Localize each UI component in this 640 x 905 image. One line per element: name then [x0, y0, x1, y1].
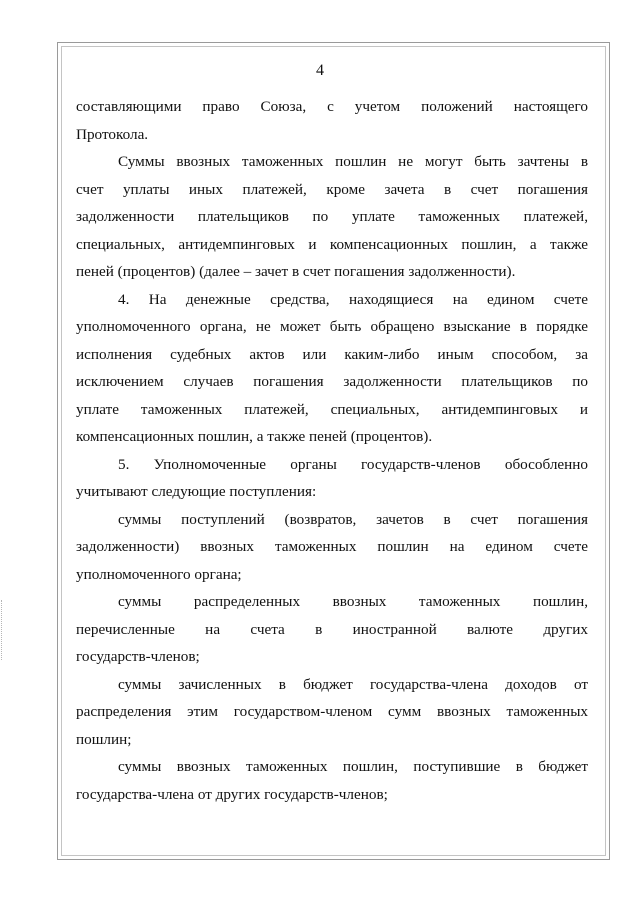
- text-line: пошлин;: [76, 730, 132, 748]
- text-line: исключением случаев погашения задолженности плательщиков по: [76, 373, 588, 390]
- text-line: 4. На денежные средства, находящиеся на едином счете: [118, 290, 588, 308]
- text-line: уплате таможенных платежей, специальных, антидемпинговых и: [76, 400, 588, 418]
- margin-mark: [1, 600, 6, 660]
- text-line: суммы зачисленных в бюджет государства-члена доходов от: [118, 675, 588, 693]
- text-line: суммы поступлений (возвратов, зачетов в счет погашения: [118, 510, 588, 528]
- text-line: задолженности) ввозных таможенных пошлин на едином счете: [76, 538, 588, 555]
- text-line: перечисленные на счета в иностранной валюте других: [76, 620, 588, 638]
- text-line: государств-членов;: [76, 648, 200, 665]
- text-line: учитывают следующие поступления:: [76, 483, 317, 500]
- text-line: уполномоченного органа, не может быть обращено взыскание в порядке: [76, 318, 588, 335]
- text-line: Суммы ввозных таможенных пошлин не могут быть зачтены в: [118, 153, 588, 170]
- text-line: специальных, антидемпинговых и компенсационных пошлин, а также: [76, 235, 588, 253]
- text-line: Протокола.: [76, 125, 149, 143]
- text-line: суммы распределенных ввозных таможенных пошлин,: [118, 593, 588, 610]
- text-line: счет уплаты иных платежей, кроме зачета в счет погашения: [76, 180, 588, 198]
- text-line: задолженности плательщиков по уплате таможенных платежей,: [76, 208, 588, 225]
- text-line: суммы ввозных таможенных пошлин, поступившие в бюджет: [118, 758, 588, 775]
- text-line: составляющими право Союза, с учетом положений настоящего: [76, 98, 588, 115]
- page-number: 4: [316, 62, 324, 79]
- text-line: уполномоченного органа;: [76, 565, 242, 583]
- text-line: исполнения судебных актов или каким-либо иным способом, за: [76, 345, 588, 363]
- text-line: 5. Уполномоченные органы государств-членов обособленно: [118, 455, 588, 473]
- document-body: [76, 93, 588, 808]
- text-line: пеней (процентов) (далее – зачет в счет погашения задолженности).: [76, 263, 516, 280]
- text-line: распределения этим государством-членом сумм ввозных таможенных: [76, 703, 588, 720]
- text-line: компенсационных пошлин, а также пеней (процентов).: [76, 428, 433, 445]
- text-line: государства-члена от других государств-членов;: [76, 785, 388, 803]
